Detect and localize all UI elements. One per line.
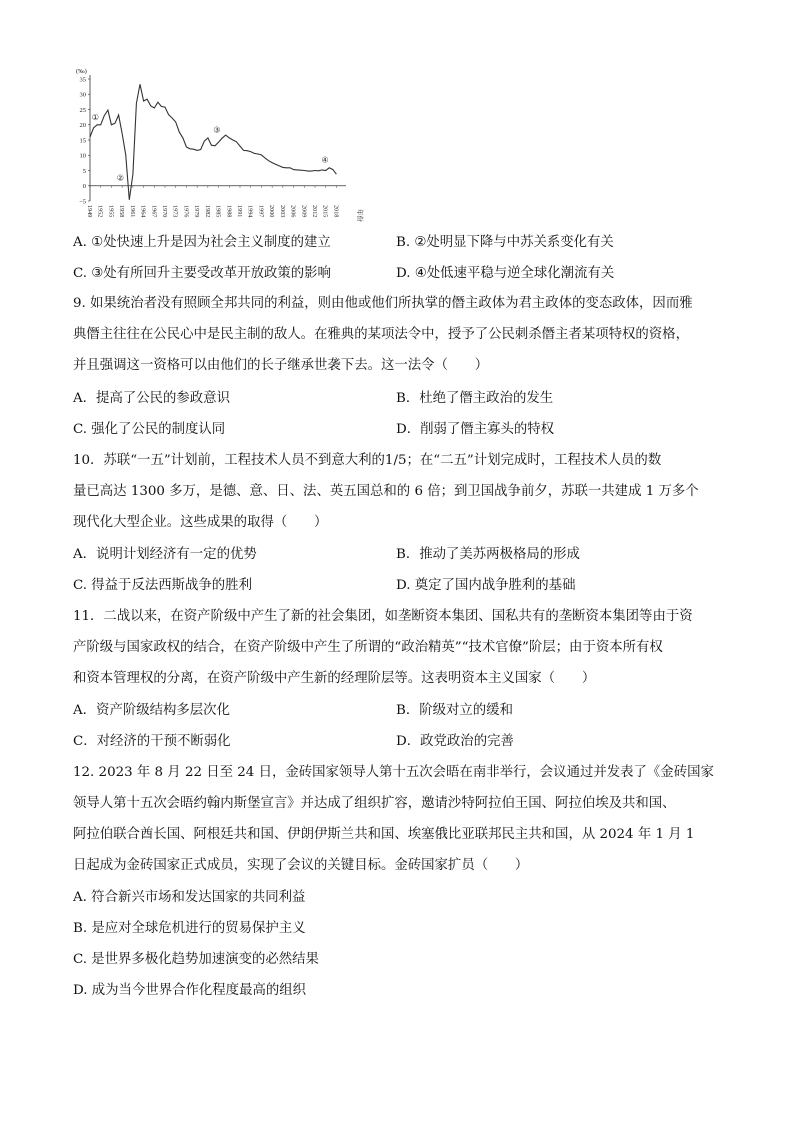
x-axis-label: 年份 — [356, 209, 363, 222]
x-tick-label: 1976 — [182, 205, 190, 218]
q9-option-c[interactable]: C. 强化了公民的制度认同 — [73, 422, 226, 437]
q12-stem-line-3: 阿拉伯联合酋长国、阿根廷共和国、伊朗伊斯兰共和国、埃塞俄比亚联邦民主共和国，从 2024 年 1 月 1 — [73, 827, 695, 842]
q12-option-b[interactable]: B. 是应对全球危机进行的贸易保护主义 — [73, 921, 306, 936]
q8-option-b[interactable]: B. ②处明显下降与中苏关系变化有关 — [396, 235, 614, 250]
x-tick-label: 2009 — [300, 205, 308, 218]
q12-stem-line-1: 12. 2023 年 8 月 22 日至 24 日，金砖国家领导人第十五次会晤在南非举行，会议通过并发表了《金砖国家 — [73, 765, 714, 780]
annotation-label: ② — [116, 173, 124, 183]
x-tick-label: 2003 — [278, 205, 286, 218]
x-tick-label: 1979 — [193, 205, 201, 218]
x-tick-label: 1955 — [107, 205, 115, 218]
x-tick-label: 1970 — [161, 205, 168, 218]
y-tick-label: 15 — [79, 137, 86, 145]
q10-option-c[interactable]: C. 得益于反法西斯战争的胜利 — [73, 578, 252, 593]
q9-option-d[interactable]: D．削弱了僭主寡头的特权 — [396, 422, 555, 437]
y-tick-label: −5 — [79, 198, 86, 206]
q10-option-b[interactable]: B．推动了美苏两极格局的形成 — [396, 547, 580, 562]
q11-stem-line-3: 和资本管理权的分离，在资产阶级中产生新的经理阶层等。这表明资本主义国家（ ） — [73, 671, 596, 686]
q9-stem-line-2: 典僭主往往在公民心中是民主制的敌人。在雅典的某项法令中，授予了公民刺杀僭主者某项特权的资格， — [73, 327, 689, 342]
x-tick-label: 1952 — [96, 205, 104, 218]
q11-stem-line-1: 11．二战以来，在资产阶级中产生了新的社会集团，如垄断资本集团、国私共有的垄断资本集团等由于资 — [73, 609, 693, 624]
x-tick-label: 2000 — [268, 205, 276, 218]
q9-option-a[interactable]: A．提高了公民的参政意识 — [73, 391, 230, 406]
q10-stem-line-2: 量已高达 1300 多万，是德、意、日、法、英五国总和的 6 倍；到卫国战争前夕，苏联一共建成 1 万多个 — [73, 484, 699, 499]
y-tick-label: 35 — [79, 76, 86, 84]
q10-stem-line-3: 现代化大型企业。这些成果的取得（ ） — [73, 515, 328, 530]
x-tick-label: 1985 — [214, 205, 222, 218]
x-tick-label: 1994 — [246, 205, 254, 218]
q12-stem-line-4: 日起成为金砖国家正式成员，实现了会议的关键目标。金砖国家扩员（ ） — [73, 858, 529, 873]
q8-option-c[interactable]: C. ③处有所回升主要受改革开放政策的影响 — [73, 266, 331, 281]
x-tick-labels — [86, 186, 339, 218]
q9-stem-line-1: 9. 如果统治者没有照顾全邦共同的利益，则由他或他们所执掌的僭主政体为君主政体的变态政体，因而雅 — [73, 296, 693, 311]
q12-option-a[interactable]: A. 符合新兴市场和发达国家的共同利益 — [73, 890, 306, 905]
q12-option-c[interactable]: C. 是世界多极化趋势加速演变的必然结果 — [73, 952, 319, 967]
q12-stem-line-2: 领导人第十五次会晤约翰内斯堡宣言》并达成了组织扩容，邀请沙特阿拉伯王国、阿拉伯埃及共和国、 — [73, 796, 676, 811]
annotation-label: ③ — [213, 125, 221, 135]
x-tick-label: 1949 — [86, 205, 93, 218]
x-tick-label: 2015 — [321, 205, 329, 218]
q11-option-d[interactable]: D．政党政治的完善 — [396, 734, 514, 749]
x-tick-label: 1958 — [118, 205, 126, 218]
series-line — [90, 84, 336, 200]
y-tick-labels — [79, 76, 90, 205]
q8-option-d[interactable]: D. ④处低速平稳与逆全球化潮流有关 — [396, 266, 615, 281]
y-tick-label: 20 — [79, 122, 86, 130]
q8-option-a[interactable]: A. ①处快速上升是因为社会主义制度的建立 — [73, 235, 331, 250]
x-tick-label: 2006 — [289, 205, 297, 218]
x-tick-label: 1967 — [150, 205, 158, 218]
q9-stem-line-3: 并且强调这一资格可以由他们的长子继承世袭下去。这一法令（ ） — [73, 358, 489, 373]
x-tick-label: 1973 — [171, 205, 179, 218]
q11-option-c[interactable]: C．对经济的干预不断弱化 — [73, 734, 231, 749]
x-tick-label: 1997 — [257, 205, 265, 218]
x-tick-label: 2018 — [332, 205, 340, 218]
q10-option-d[interactable]: D. 奠定了国内战争胜利的基础 — [396, 578, 576, 593]
x-tick-label: 1961 — [128, 205, 136, 218]
population-growth-chart — [68, 62, 368, 230]
x-tick-label: 1991 — [236, 205, 243, 218]
y-tick-label: 30 — [79, 91, 86, 99]
q11-option-b[interactable]: B．阶级对立的缓和 — [396, 703, 513, 718]
q11-stem-line-2: 产阶级与国家政权的结合，在资产阶级中产生了所谓的“政治精英”“技术官僚”阶层；由于资本所有权 — [73, 640, 663, 655]
x-tick-label: 1988 — [225, 205, 233, 218]
y-tick-label: 10 — [79, 152, 86, 160]
q11-option-a[interactable]: A．资产阶级结构多层次化 — [73, 703, 230, 718]
q10-option-a[interactable]: A．说明计划经济有一定的优势 — [73, 547, 257, 562]
x-tick-label: 1982 — [203, 205, 211, 218]
y-axis-label: (‰) — [76, 68, 87, 75]
y-tick-label: 25 — [79, 106, 86, 114]
x-tick-label: 1964 — [139, 205, 147, 218]
annotation-label: ① — [91, 113, 99, 123]
y-tick-label: 5 — [82, 167, 86, 175]
q10-stem-line-1: 10．苏联“一五”计划前，工程技术人员不到意大利的1/5；在“二五”计划完成时，工程技术人员的数 — [73, 453, 662, 468]
q9-option-b[interactable]: B．杜绝了僭主政治的发生 — [396, 391, 554, 406]
annotation-label: ④ — [321, 155, 329, 165]
q12-option-d[interactable]: D. 成为当今世界合作化程度最高的组织 — [73, 983, 307, 998]
x-tick-label: 2012 — [311, 205, 318, 218]
y-tick-label: 0 — [82, 183, 86, 191]
